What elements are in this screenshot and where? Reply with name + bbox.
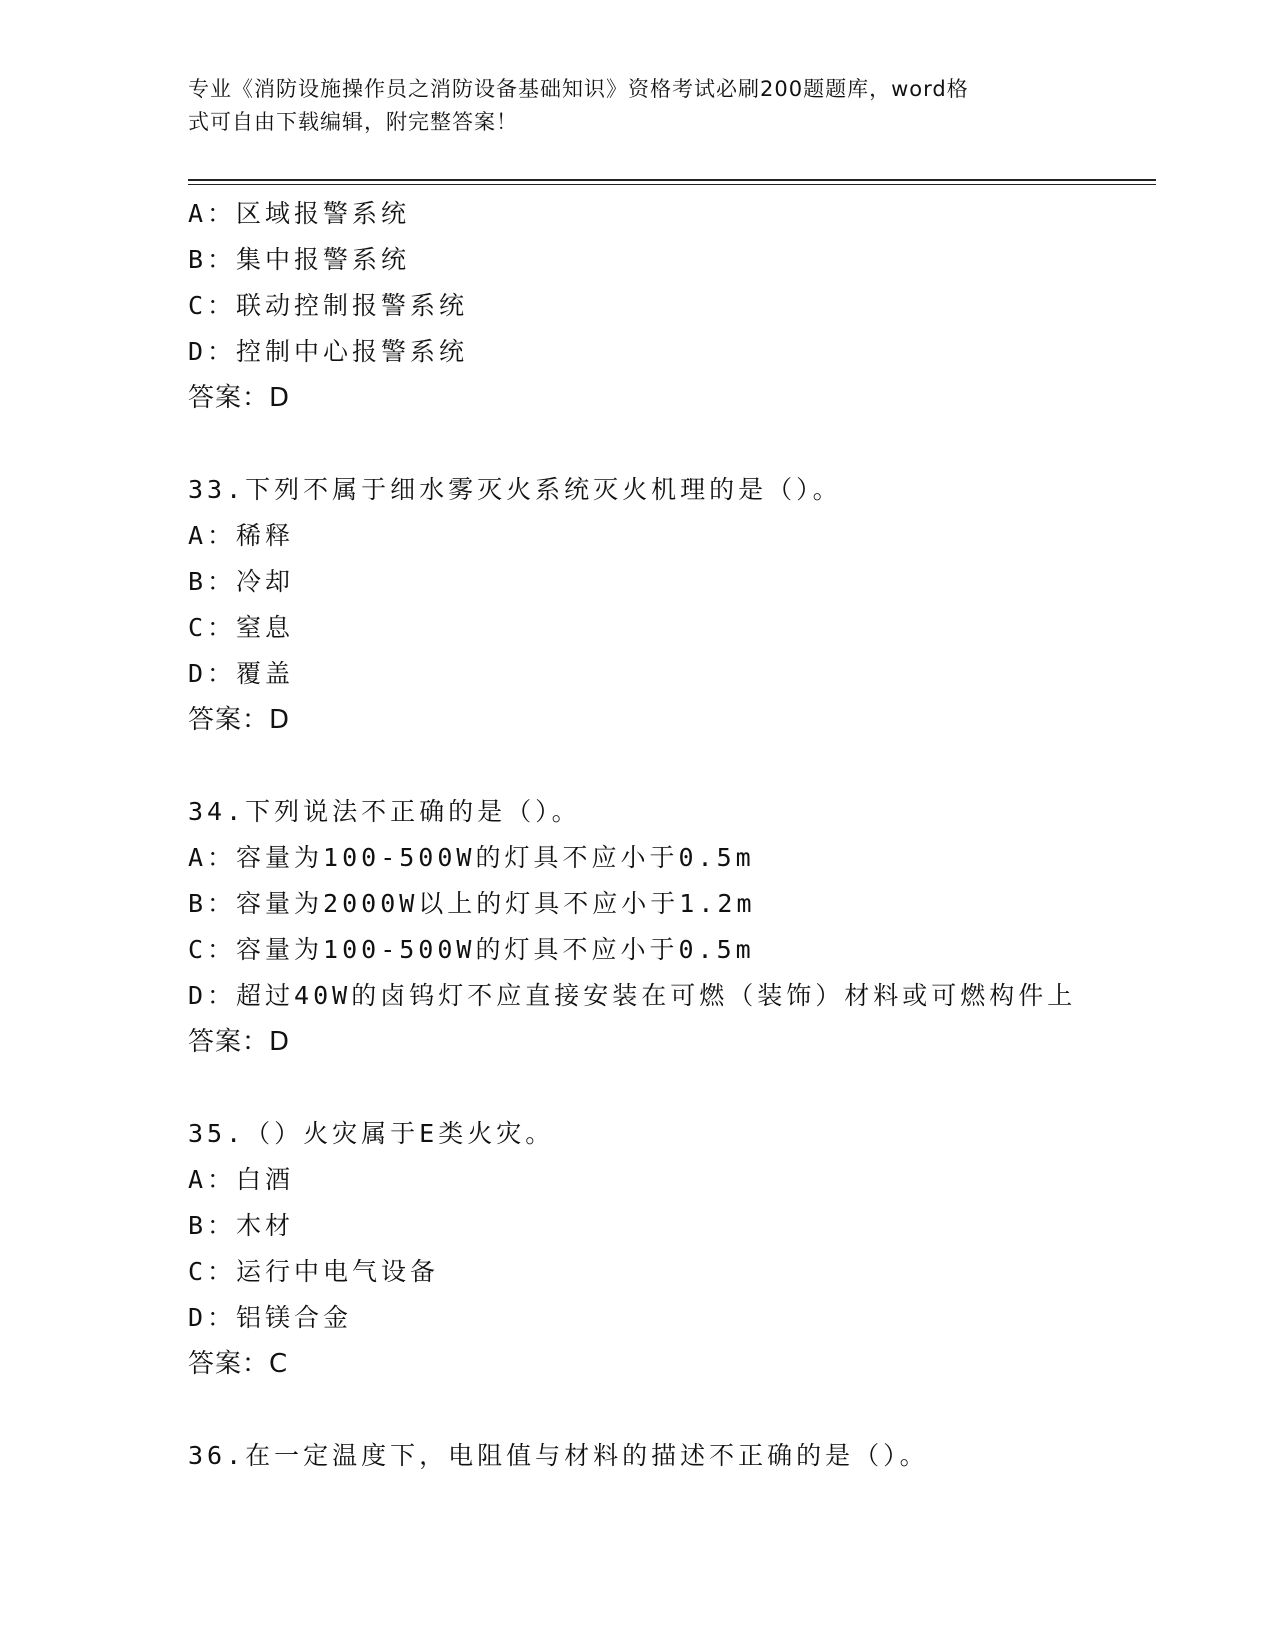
question-32-answer: 答案：D (188, 383, 291, 413)
question-35-text: 35.（）火灾属于E类火灾。 (188, 1119, 555, 1148)
spacer (188, 1065, 1148, 1111)
question-32-block (188, 191, 1148, 421)
question-34-option-d: D：超过40W的卤钨灯不应直接安装在可燃（装饰）材料或可燃构件上 (188, 981, 1077, 1010)
question-35-option-c: C：运行中电气设备 (188, 1257, 440, 1286)
question-35-option-d: D：铝镁合金 (188, 1303, 353, 1332)
question-32-option-a: A：区域报警系统 (188, 199, 411, 228)
question-33-block (188, 467, 1148, 743)
question-list (188, 191, 1148, 1479)
question-35-option-b: B：木材 (188, 1211, 295, 1240)
spacer (188, 1387, 1148, 1433)
document-header (188, 73, 1068, 139)
question-34-answer: 答案：D (188, 1027, 291, 1057)
header-line-1: 专业《消防设施操作员之消防设备基础知识》资格考试必刷200题题库，word格 (188, 77, 969, 101)
question-36-block (188, 1433, 1148, 1479)
question-36-text: 36.在一定温度下，电阻值与材料的描述不正确的是（）。 (188, 1441, 929, 1470)
header-line-2: 式可自由下载编辑，附完整答案！ (188, 110, 518, 134)
question-35-option-a: A：白酒 (188, 1165, 295, 1194)
question-35-answer: 答案：C (188, 1349, 289, 1379)
question-34-option-b: B：容量为2000W以上的灯具不应小于1.2m (188, 889, 756, 918)
question-32-option-c: C：联动控制报警系统 (188, 291, 469, 320)
question-33-text: 33.下列不属于细水雾灭火系统灭火机理的是（）。 (188, 475, 842, 504)
question-34-option-a: A：容量为100-500W的灯具不应小于0.5m (188, 843, 755, 872)
question-32-option-b: B：集中报警系统 (188, 245, 411, 274)
question-33-option-b: B：冷却 (188, 567, 295, 596)
question-33-answer: 答案：D (188, 705, 291, 735)
question-34-text: 34.下列说法不正确的是（）。 (188, 797, 581, 826)
question-32-option-d: D：控制中心报警系统 (188, 337, 469, 366)
question-35-block (188, 1111, 1148, 1387)
header-divider-thin (188, 184, 1156, 185)
question-34-block (188, 789, 1148, 1065)
question-33-option-a: A：稀释 (188, 521, 295, 550)
question-34-option-c: C：容量为100-500W的灯具不应小于0.5m (188, 935, 755, 964)
spacer (188, 421, 1148, 467)
spacer (188, 743, 1148, 789)
question-33-option-d: D：覆盖 (188, 659, 295, 688)
question-33-option-c: C：窒息 (188, 613, 295, 642)
header-divider-thick (188, 179, 1156, 181)
